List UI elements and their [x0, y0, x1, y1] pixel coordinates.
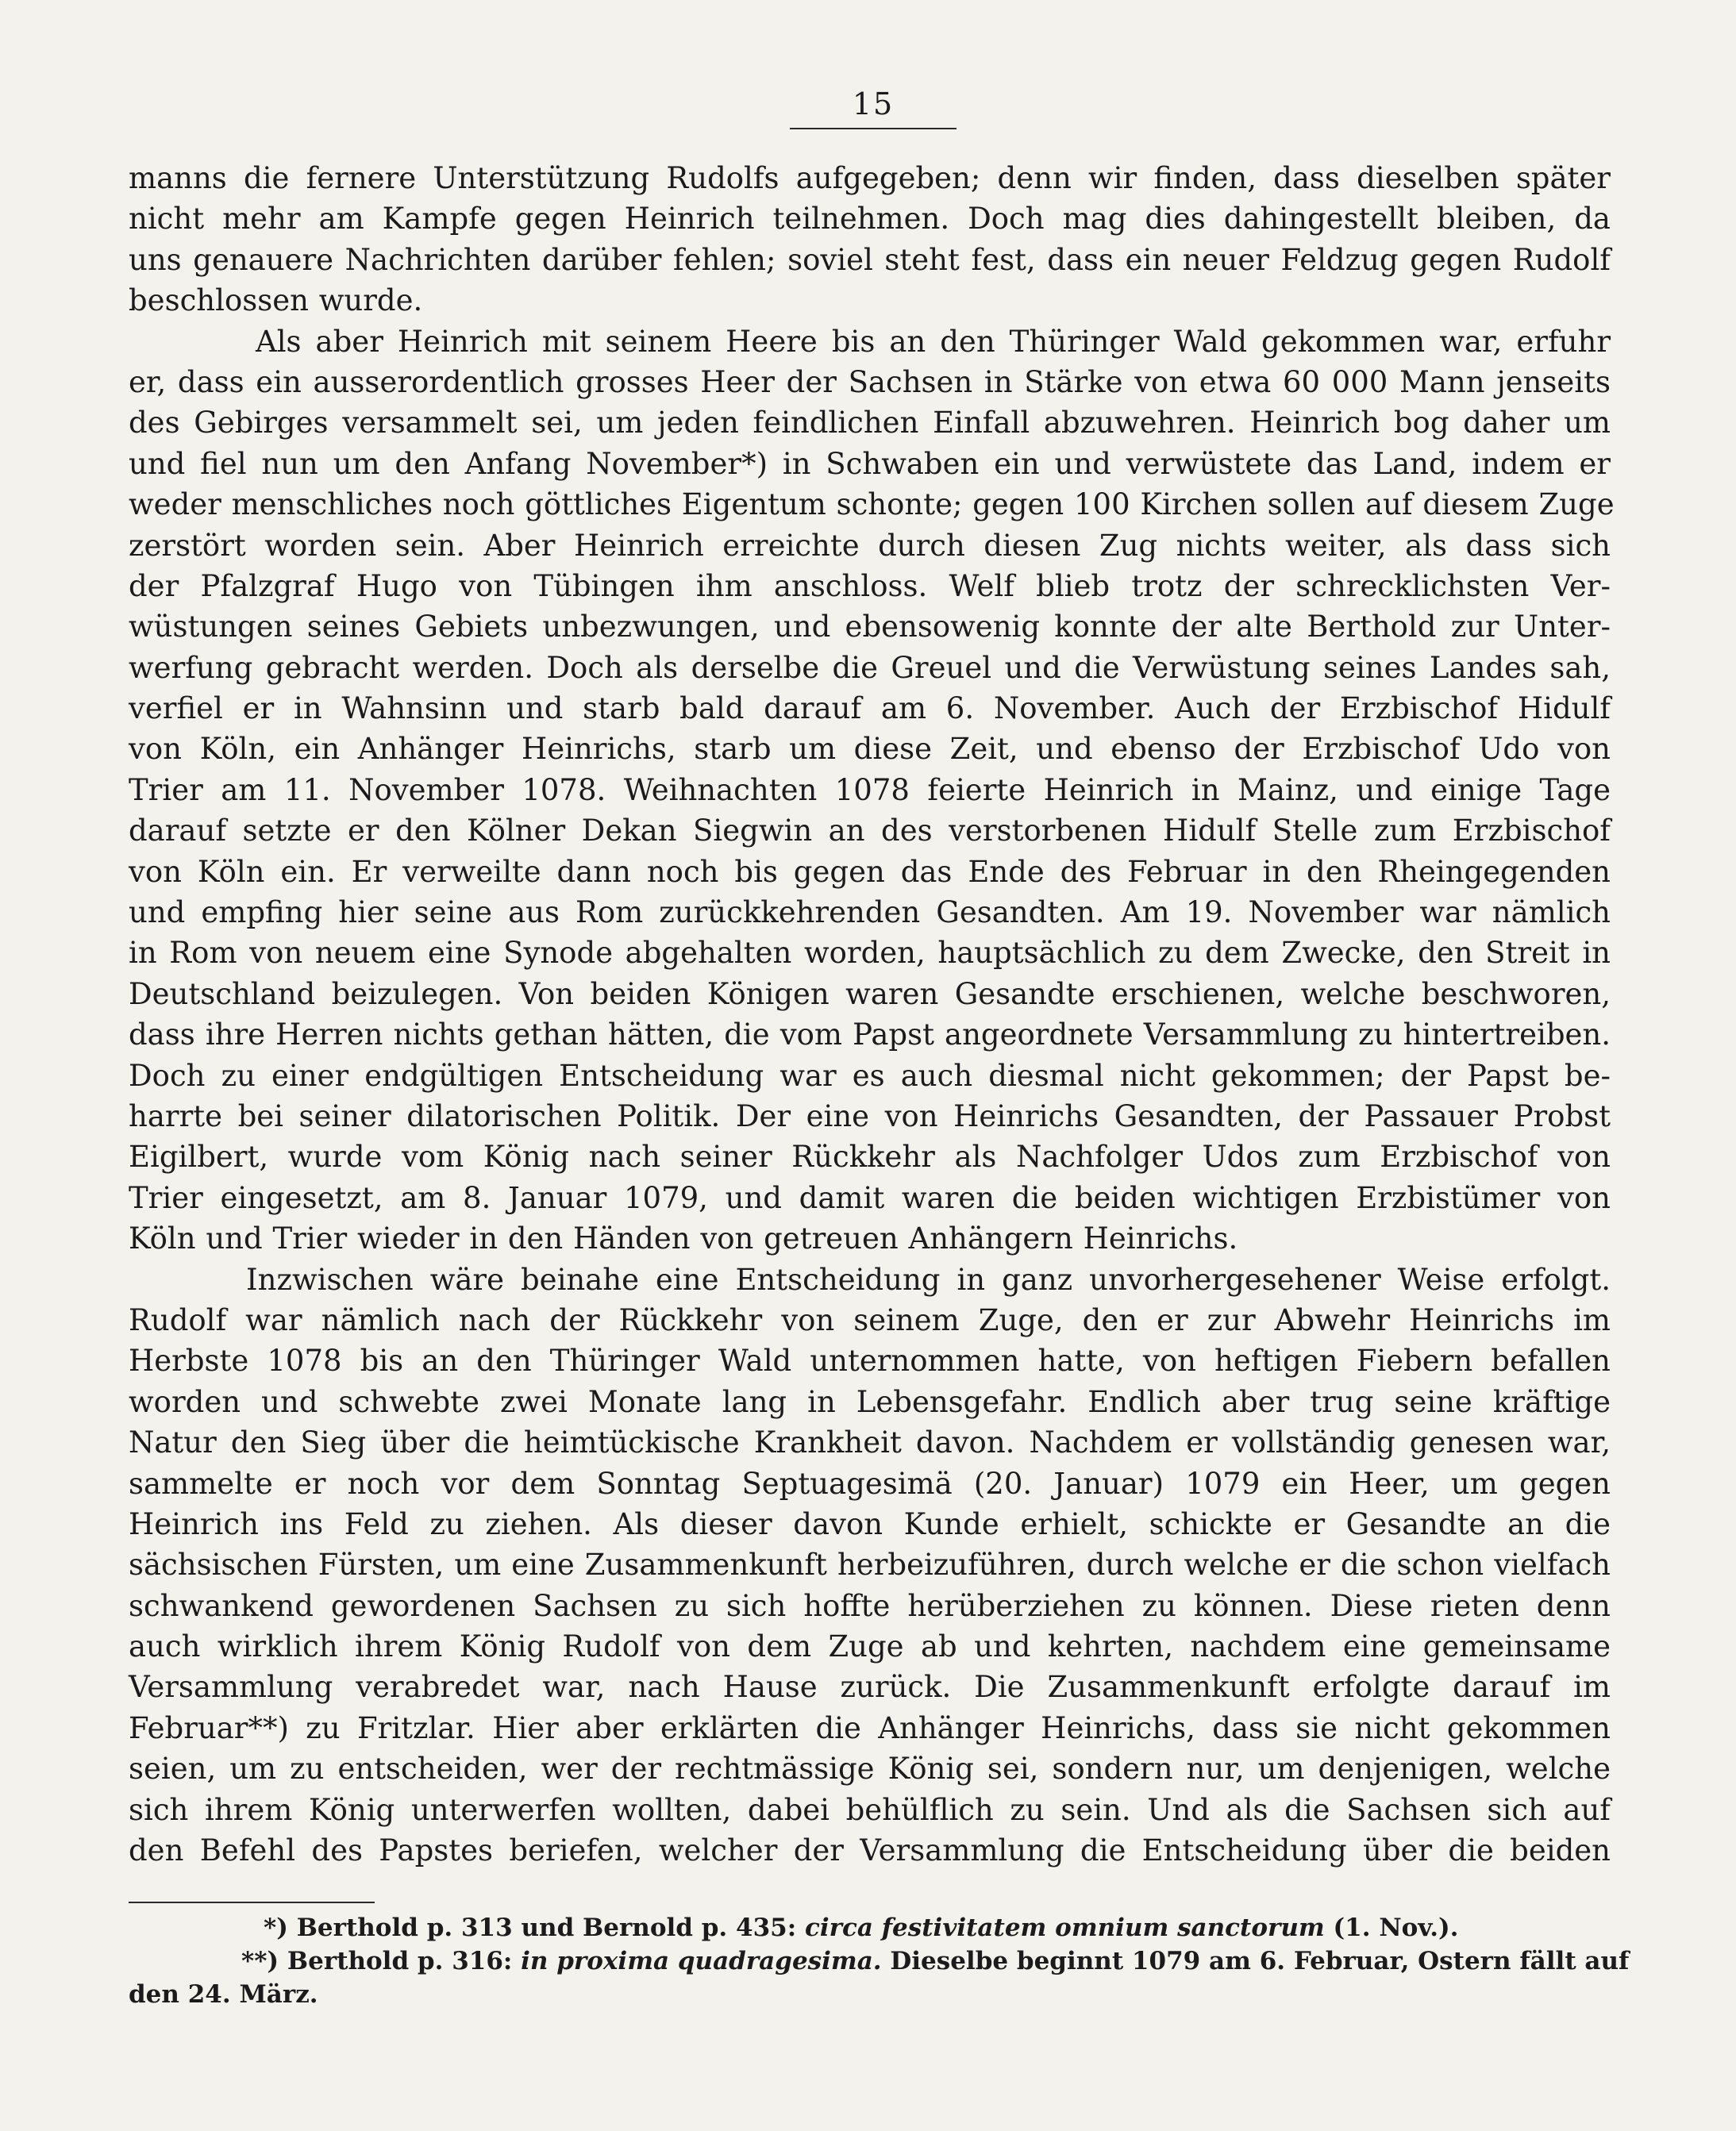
text-line: Eigilbert, wurde vom König nach seiner Rückkehr als Nachfolger Udos zum Erzbischof von [129, 1140, 1611, 1175]
text-line: Trier am 11. November 1078. Weihnachten 1078 feierte Heinrich in Mainz, und einige Tage [129, 772, 1611, 807]
text-line: Doch zu einer endgültigen Entscheidung war es auch diesmal nicht gekommen; der Papst be- [129, 1058, 1611, 1093]
footnote-text: (1. Nov.). [1324, 1914, 1459, 1942]
footnote-marker: *) [264, 1914, 288, 1942]
text-line: den Befehl des Papstes beriefen, welcher der Versammlung die Entscheidung über die beiden [129, 1833, 1611, 1868]
text-line: in Rom von neuem eine Synode abgehalten worden, hauptsächlich zu dem Zwecke, den Streit in [129, 936, 1611, 971]
footnote-quote: in proxima quadragesima. [521, 1947, 882, 1975]
text-line: verfiel er in Wahnsinn und starb bald darauf am 6. November. Auch der Erzbischof Hidulf [129, 691, 1611, 726]
text-line: zerstört worden sein. Aber Heinrich erreichte durch diesen Zug nichts weiter, als dass sich [129, 528, 1611, 563]
footnote-marker: **) [241, 1947, 279, 1975]
text-line: Heinrich ins Feld zu ziehen. Als dieser davon Kunde erhielt, schickte er Gesandte an die [129, 1506, 1611, 1541]
footnote-text: Berthold p. 313 und Bernold p. 435: [296, 1914, 805, 1942]
text-line: und fiel nun um den Anfang November*) in Schwaben ein und verwüstete das Land, indem er [129, 446, 1611, 481]
text-line: von Köln, ein Anhänger Heinrichs, starb um diese Zeit, und ebenso der Erzbischof Udo von [129, 732, 1611, 767]
text-line: auch wirklich ihrem König Rudolf von dem Zuge ab und kehrten, nachdem eine gemeinsame [129, 1629, 1611, 1664]
footnote-2-continuation: den 24. März. [129, 1980, 318, 2009]
text-line: Köln und Trier wieder in den Händen von getreuen Anhängern Heinrichs. [129, 1221, 1238, 1256]
text-line: wüstungen seines Gebiets unbezwungen, und ebensowenig konnte der alte Berthold zur Unter- [129, 610, 1611, 644]
page-number: 15 [852, 87, 895, 121]
text-line: des Gebirges versammelt sei, um jeden feindlichen Einfall abzuwehren. Heinrich bog daher um [129, 406, 1611, 440]
footnote-rule [129, 1902, 375, 1903]
text-line: worden und schwebte zwei Monate lang in Lebensgefahr. Endlich aber trug seine kräftige [129, 1384, 1611, 1419]
text-line: darauf setzte er den Kölner Dekan Siegwin an des verstorbenen Hidulf Stelle zum Erzbischof [129, 814, 1611, 848]
footnote-1 [129, 1911, 1611, 1944]
footnote-text: Dieselbe beginnt 1079 am 6. Februar, Ostern fällt auf [881, 1947, 1630, 1975]
text-line: Herbste 1078 bis an den Thüringer Wald unternommen hatte, von heftigen Fiebern befallen [129, 1344, 1611, 1379]
text-line: werfung gebracht werden. Doch als derselbe die Greuel und die Verwüstung seines Landes sah, [129, 650, 1611, 685]
text-line: uns genauere Nachrichten darüber fehlen; soviel steht fest, dass ein neuer Feldzug gegen Rudolf [129, 242, 1611, 277]
text-line: sich ihrem König unterwerfen wollten, dabei behülflich zu sein. Und als die Sachsen sich auf [129, 1792, 1611, 1827]
text-line: dass ihre Herren nichts gethan hätten, die vom Papst angeordnete Versammlung zu hintertreiben. [129, 1017, 1611, 1052]
text-line: er, dass ein ausserordentlich grosses Heer der Sachsen in Stärke von etwa 60 000 Mann jenseits [129, 364, 1611, 399]
footnote-text: Berthold p. 316: [287, 1947, 522, 1975]
text-line: seien, um zu entscheiden, wer der rechtmässige König sei, sondern nur, um denjenigen, welche [129, 1752, 1611, 1787]
text-line: manns die fernere Unterstützung Rudolfs aufgegeben; denn wir finden, dass dieselben später [129, 161, 1611, 195]
text-line: von Köln ein. Er verweilte dann noch bis gegen das Ende des Februar in den Rheingegenden [129, 854, 1611, 889]
text-line: sächsischen Fürsten, um eine Zusammenkunft herbeizuführen, durch welche er die schon vielfach [129, 1548, 1611, 1583]
text-line: Als aber Heinrich mit seinem Heere bis an den Thüringer Wald gekommen war, erfuhr [256, 324, 1611, 359]
text-line: Februar**) zu Fritzlar. Hier aber erklärten die Anhänger Heinrichs, dass sie nicht gekommen [129, 1710, 1611, 1745]
text-line: beschlossen wurde. [129, 283, 423, 318]
text-line: nicht mehr am Kampfe gegen Heinrich teilnehmen. Doch mag dies dahingestellt bleiben, da [129, 202, 1611, 237]
text-line: Natur den Sieg über die heimtückische Krankheit davon. Nachdem er vollständig genesen war, [129, 1425, 1611, 1460]
text-line: Trier eingesetzt, am 8. Januar 1079, und damit waren die beiden wichtigen Erzbistümer von [129, 1180, 1611, 1215]
page-number-rule [790, 128, 957, 129]
text-line: harrte bei seiner dilatorischen Politik. Der eine von Heinrichs Gesandten, der Passauer Probst [129, 1098, 1611, 1133]
footnotes [129, 1911, 1630, 2011]
text-line: und empfing hier seine aus Rom zurückkehrenden Gesandten. Am 19. November war nämlich [129, 895, 1611, 930]
text-line: Deutschland beizulegen. Von beiden Königen waren Gesandte erschienen, welche beschworen, [129, 976, 1611, 1011]
footnote-quote: circa festivitatem omnium sanctorum [804, 1914, 1325, 1942]
text-line: weder menschliches noch göttliches Eigentum schonte; gegen 100 Kirchen sollen auf diesem Zuge [129, 487, 1615, 522]
text-line: der Pfalzgraf Hugo von Tübingen ihm anschloss. Welf blieb trotz der schrecklichsten Ver- [129, 568, 1611, 603]
footnote-2 [129, 1944, 1630, 1978]
body-text [129, 158, 1615, 1871]
text-line: Inzwischen wäre beinahe eine Entscheidung in ganz unvorhergesehener Weise erfolgt. [246, 1262, 1611, 1297]
text-line: Rudolf war nämlich nach der Rückkehr von seinem Zuge, den er zur Abwehr Heinrichs im [129, 1302, 1611, 1337]
text-line: Versammlung verabredet war, nach Hause zurück. Die Zusammenkunft erfolgte darauf im [129, 1670, 1611, 1705]
text-line: sammelte er noch vor dem Sonntag Septuagesimä (20. Januar) 1079 ein Heer, um gegen [129, 1466, 1611, 1501]
text-line: schwankend gewordenen Sachsen zu sich hoffte herüberziehen zu können. Diese rieten denn [129, 1588, 1611, 1623]
